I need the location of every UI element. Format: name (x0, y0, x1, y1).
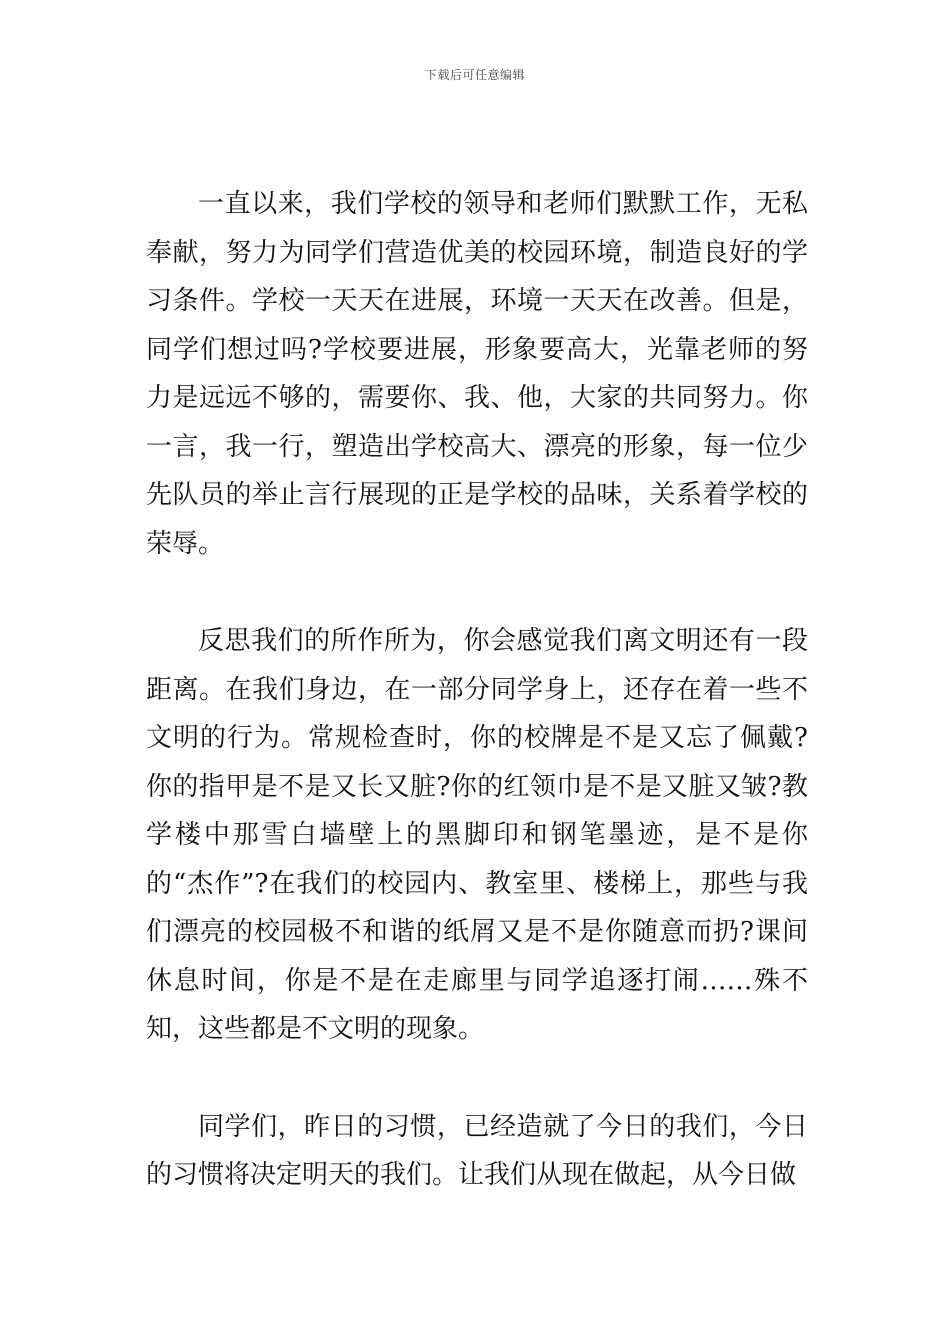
paragraph-spacer (146, 1054, 808, 1103)
paragraph-spacer (146, 568, 808, 617)
paragraph-1: 一直以来，我们学校的领导和老师们默默工作，无私奉献，努力为同学们营造优美的校园环境，制造良好的学习条件。学校一天天在进展，环境一天天在改善。但是，同学们想过吗?学校要进展，形象要高大，光靠老师的努力是远远不够的，需要你、我、他，大家的共同努力。你一言，我一行，塑造出学校高大、漂亮的形象，每一位少先队员的举止言行展现的正是学校的品味，关系着学校的荣辱。 (146, 189, 808, 559)
header-note: 下载后可任意编辑 (424, 68, 525, 82)
paragraph-2: 反思我们的所作所为，你会感觉我们离文明还有一段距离。在我们身边，在一部分同学身上，还存在着一些不文明的行为。常规检查时，你的校牌是不是又忘了佩戴?你的指甲是不是又长又脏?你的红领巾是不是又脏又皱?教学楼中那雪白墙壁上的黑脚印和钢笔墨迹，是不是你的“杰作”?在我们的校园内、教室里、楼梯上，那些与我们漂亮的校园极不和谐的纸屑又是不是你随意而扔?课间休息时间，你是不是在走廊里与同学追逐打闹……殊不知，这些都是不文明的现象。 (146, 626, 808, 1044)
paragraph-3: 同学们，昨日的习惯，已经造就了今日的我们，今日的习惯将决定明天的我们。让我们从现在做起，从今日做 (146, 1111, 808, 1190)
document-body (146, 180, 808, 1200)
